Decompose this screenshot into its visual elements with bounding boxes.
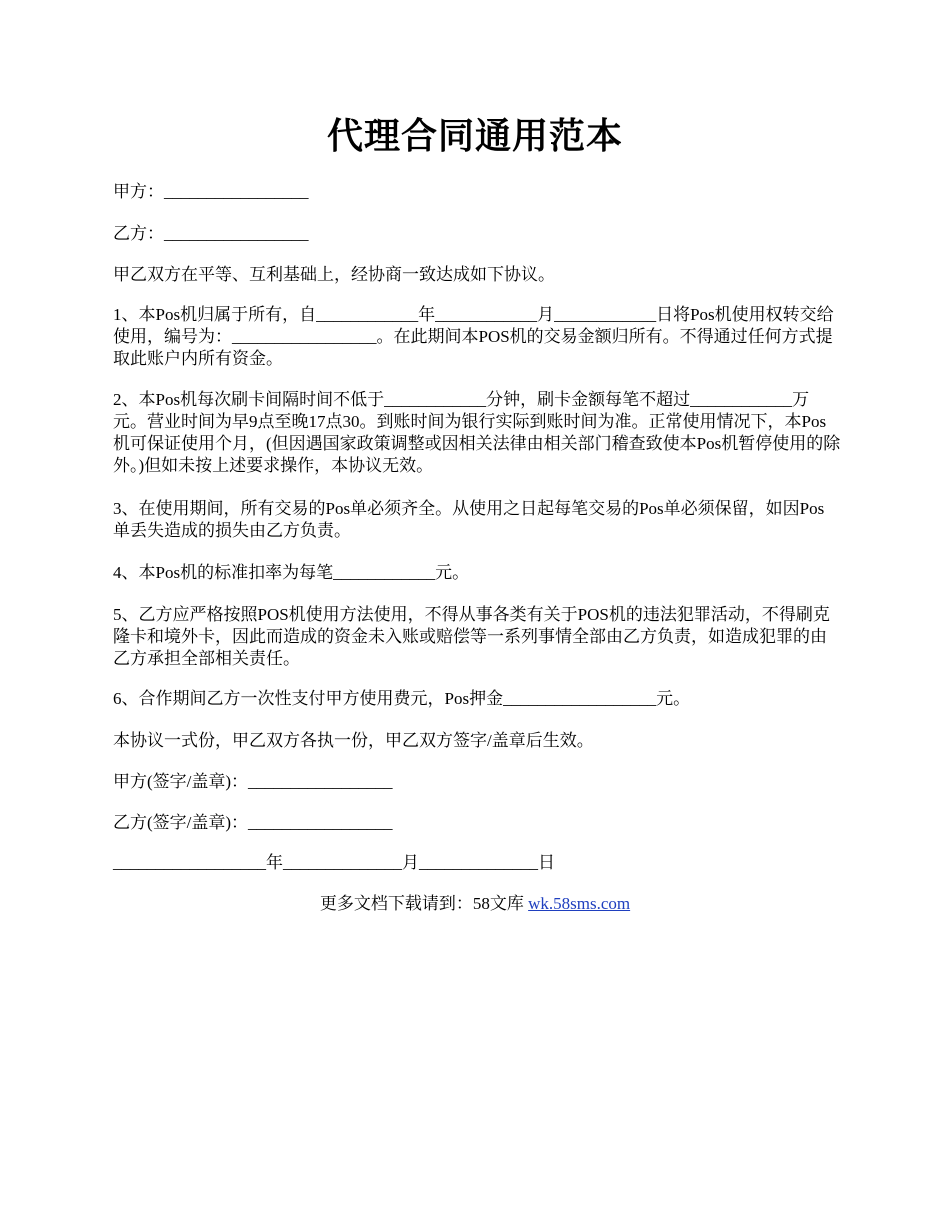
clause-3: 3、在使用期间，所有交易的Pos单必须齐全。从使用之日起每笔交易的Pos单必须保留，如因Pos单丢失造成的损失由乙方负责。 [113,499,825,540]
clause-6: 6、合作期间乙方一次性支付甲方使用费元，Pos押金__________________元。 [113,689,691,708]
date-line: __________________年______________月______________日 [113,853,555,872]
footer-link[interactable]: wk.58sms.com [528,894,631,913]
clause-2: 2、本Pos机每次刷卡间隔时间不低于____________分钟，刷卡金额每笔不超过____________万元。营业时间为早9点至晚17点30。到账时间为银行实际到账时间为准。正常使用情况下，本Pos机可保证使用个月，(但因遇国家政策调整或因相关法律由相关部门稽查致使本Pos机暂停使用的除外。)但如未按上述要求操作，本协议无效。 [113,390,841,475]
intro-paragraph: 甲乙双方在平等、互利基础上，经协商一致达成如下协议。 [113,265,555,284]
party-b-line: 乙方：_________________ [113,224,309,243]
footer-text: 更多文档下载请到：58文库 [319,894,524,913]
clause-1: 1、本Pos机归属于所有，自____________年____________月____________日将Pos机使用权转交给使用，编号为：_________________。在此期间本POS机的交易金额归所有。不得通过任何方式提取此账户内所有资金。 [113,305,834,368]
signature-party-b: 乙方(签字/盖章)：_________________ [113,813,393,832]
clause-4: 4、本Pos机的标准扣率为每笔____________元。 [113,563,470,582]
party-a-line: 甲方：_________________ [113,182,309,201]
clause-5: 5、乙方应严格按照POS机使用方法使用，不得从事各类有关于POS机的违法犯罪活动，不得刷克隆卡和境外卡，因此而造成的资金未入账或赔偿等一系列事情全部由乙方负责，如造成犯罪的由乙方承担全部相关责任。 [113,605,830,668]
copies-paragraph: 本协议一式份，甲乙双方各执一份，甲乙双方签字/盖章后生效。 [113,731,594,750]
signature-party-a: 甲方(签字/盖章)：_________________ [113,772,393,791]
document-title: 代理合同通用范本 [326,116,623,156]
footer [0,893,950,915]
